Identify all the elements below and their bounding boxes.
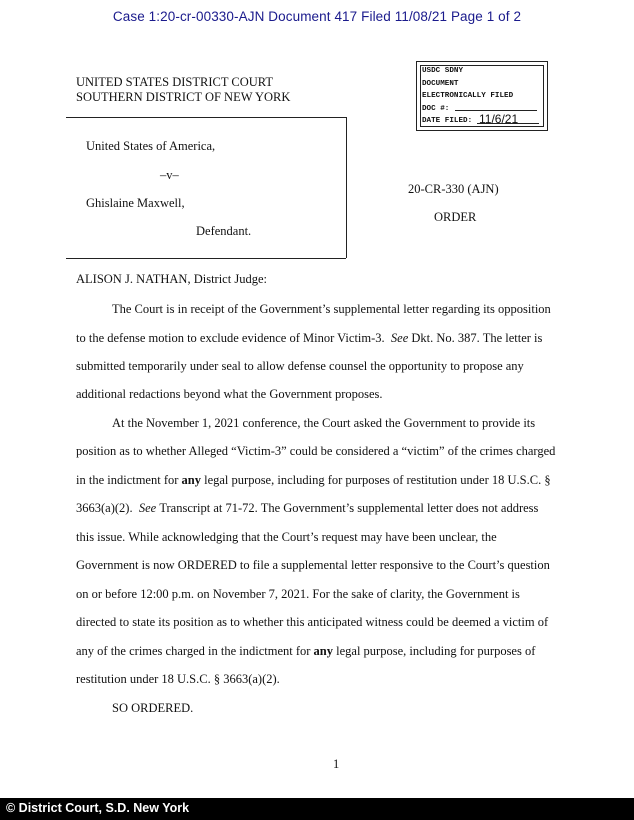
caption-defendant-name: Ghislaine Maxwell, (86, 196, 185, 210)
p1-see: See (390, 331, 409, 345)
so-ordered: SO ORDERED. (112, 701, 194, 715)
p2-line2: position as to whether Alleged “Victim-3” could be considered a “victim” of the crimes charged (76, 444, 556, 458)
p2-any-emphasis: any (181, 473, 201, 487)
caption-plaintiff: United States of America, (86, 139, 216, 153)
p1-line1: The Court is in receipt of the Government’s supplemental letter regarding its opposition (112, 302, 551, 316)
page-number: 1 (333, 757, 340, 771)
caption-right-border (346, 117, 347, 258)
p2-line10: restitution under 18 U.S.C. § 3663(a)(2). (76, 672, 280, 686)
caption-defendant-label: Defendant. (196, 224, 252, 238)
stamp-line-date-filed: DATE FILED: (422, 117, 473, 125)
p1-line3: submitted temporarily under seal to allow defense counsel the opportunity to propose any (76, 359, 524, 373)
p2-any-emphasis-2: any (313, 644, 333, 658)
photo-credit: © District Court, S.D. New York (6, 801, 190, 815)
p2-line1: At the November 1, 2021 conference, the Court asked the Government to provide its (112, 416, 536, 430)
p2-line7: on or before 12:00 p.m. on November 7, 2021. For the sake of clarity, the Government is (76, 587, 520, 601)
p2-see: See (138, 501, 157, 515)
photo-credit-bar (0, 798, 634, 820)
p2-line5: this issue. While acknowledging that the Court’s request may have been unclear, the (76, 530, 497, 544)
caption-bottom-border (66, 258, 346, 259)
court-name-line2: SOUTHERN DISTRICT OF NEW YORK (76, 90, 291, 104)
case-header: Case 1:20-cr-00330-AJN Document 417 Filed 11/08/21 Page 1 of 2 (112, 9, 522, 24)
p2-line6: Government is now ORDERED to file a supplemental letter responsive to the Court’s question (76, 558, 550, 572)
stamp-line-document: DOCUMENT (422, 79, 459, 88)
p2-line4: 3663(a)(2). See Transcript at 71-72. The Government’s supplemental letter does not address (76, 501, 539, 515)
filing-stamp (416, 61, 548, 131)
caption-top-border (66, 117, 346, 118)
court-name-line1: UNITED STATES DISTRICT COURT (76, 75, 273, 89)
p1-line2: to the defense motion to exclude evidence of Minor Victim-3. See Dkt. No. 387. The letter is (76, 331, 543, 345)
p2-line8: directed to state its position as to whether this anticipated witness could be deemed a victim of (76, 615, 549, 629)
p2-line9: any of the crimes charged in the indictment for any legal purpose, including for purposes of (76, 644, 536, 658)
stamp-doc-underline (455, 110, 537, 111)
court-name (76, 75, 290, 105)
document-type: ORDER (434, 210, 477, 224)
stamp-line-usdc: USDC SDNY (422, 67, 464, 75)
caption-versus: –v– (160, 168, 179, 182)
p1-line4: additional redactions beyond what the Government proposes. (76, 387, 383, 401)
p2-line3: in the indictment for any legal purpose, including for purposes of restitution under 18 U.S.C. § (76, 473, 551, 487)
stamp-date-handwritten: 11/6/21 (479, 112, 519, 126)
case-number: 20-CR-330 (AJN) (408, 182, 499, 196)
stamp-line-efiled: ELECTRONICALLY FILED (422, 92, 514, 100)
stamp-line-doc-number: DOC #: (422, 104, 450, 113)
judge-name: ALISON J. NATHAN, District Judge: (76, 272, 267, 286)
